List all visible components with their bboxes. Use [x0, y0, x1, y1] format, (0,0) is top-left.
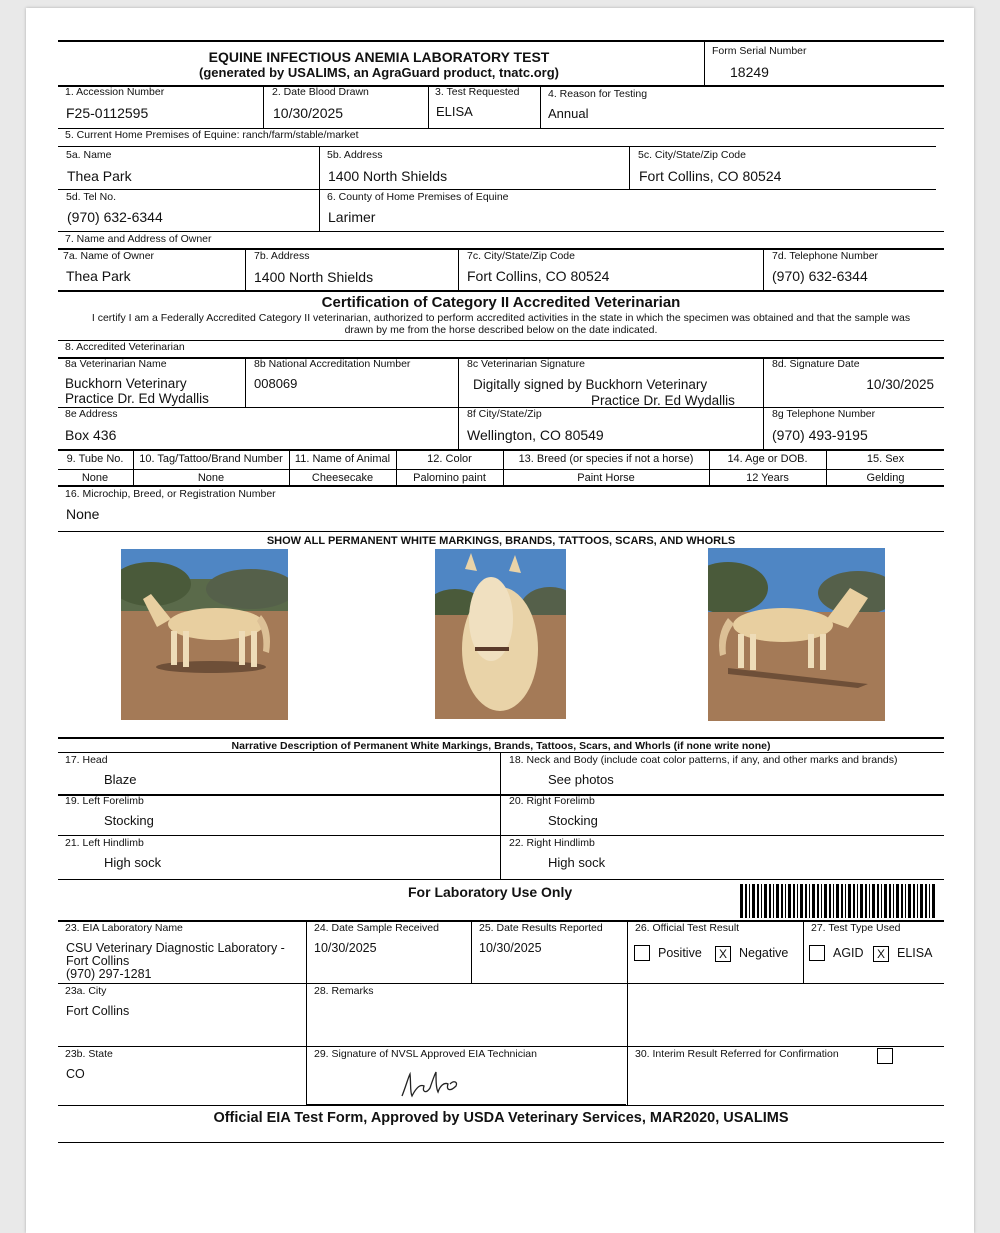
- owner-city-label: 7c. City/State/Zip Code: [467, 250, 575, 262]
- divider: [458, 358, 459, 449]
- date-received-value: 10/30/2025: [314, 941, 377, 955]
- neck-body-label: 18. Neck and Body (include coat color patterns, if any, and other marks and brands): [509, 754, 898, 766]
- premises-city-label: 5c. City/State/Zip Code: [638, 149, 746, 161]
- divider: [704, 41, 705, 85]
- vet-signature-line1: Digitally signed by Buckhorn Veterinary: [473, 377, 708, 392]
- divider: [245, 358, 246, 407]
- divider: [245, 249, 246, 291]
- barcode: [740, 884, 936, 918]
- owner-phone-value: (970) 632-6344: [772, 268, 868, 284]
- divider: [627, 921, 628, 1105]
- owner-address-value: 1400 North Shields: [254, 269, 374, 285]
- left-hindlimb-label: 21. Left Hindlimb: [65, 837, 144, 849]
- rule: [58, 231, 944, 232]
- remarks-label: 28. Remarks: [314, 985, 374, 997]
- divider: [540, 86, 541, 128]
- color-value: Palomino paint: [413, 472, 486, 484]
- premises-name-value: Thea Park: [67, 168, 132, 184]
- elisa-label: ELISA: [897, 946, 933, 960]
- sex-header: 15. Sex: [866, 453, 905, 465]
- sex-value: Gelding: [866, 472, 905, 484]
- divider: [763, 358, 764, 449]
- footer-approval: Official EIA Test Form, Approved by USDA Veterinary Services, MAR2020, USALIMS: [213, 1110, 789, 1126]
- tag-value: None: [197, 472, 225, 484]
- divider: [133, 450, 134, 486]
- certification-text-line1: I certify I am a Federally Accredited Category II veterinarian, authorized to perform accredited activities in the state in which the specimen was obtained and that the sample was: [91, 312, 911, 324]
- right-hindlimb-value: High sock: [548, 855, 606, 870]
- vet-name-line1: Buckhorn Veterinary: [65, 376, 187, 391]
- serial-label: Form Serial Number: [712, 45, 807, 57]
- premises-address-label: 5b. Address: [327, 149, 383, 161]
- horse-front-photo: [435, 549, 566, 719]
- county-label: 6. County of Home Premises of Equine: [327, 191, 509, 203]
- head-label: 17. Head: [65, 754, 108, 766]
- vet-section-label: 8. Accredited Veterinarian: [65, 341, 185, 353]
- vet-city-label: 8f City/State/Zip: [467, 408, 542, 420]
- left-forelimb-value: Stocking: [104, 813, 154, 828]
- divider: [289, 450, 290, 486]
- breed-value: Paint Horse: [577, 472, 635, 484]
- interim-checkbox[interactable]: [877, 1048, 893, 1064]
- certification-title: Certification of Category II Accredited Veterinarian: [321, 294, 681, 311]
- age-header: 14. Age or DOB.: [727, 453, 808, 465]
- reason-value: Annual: [548, 106, 589, 121]
- vet-signature-label: 8c Veterinarian Signature: [467, 358, 585, 370]
- right-forelimb-value: Stocking: [548, 813, 598, 828]
- rule: [58, 449, 944, 451]
- rule: [58, 189, 936, 190]
- horse-right-side-photo: [708, 548, 885, 721]
- serial-value: 18249: [730, 64, 769, 80]
- rule: [58, 1046, 944, 1047]
- age-value: 12 Years: [746, 472, 789, 484]
- vet-phone-value: (970) 493-9195: [772, 427, 868, 443]
- lab-city-value: Fort Collins: [66, 1004, 130, 1018]
- test-type-label: 27. Test Type Used: [811, 922, 901, 934]
- left-forelimb-label: 19. Left Forelimb: [65, 795, 144, 807]
- color-header: 12. Color: [427, 453, 472, 465]
- tag-header: 10. Tag/Tattoo/Brand Number: [139, 453, 283, 465]
- breed-header: 13. Breed (or species if not a horse): [518, 453, 694, 465]
- certification-text-line2: drawn by me from the horse described below on the date indicated.: [344, 324, 658, 336]
- form-subtitle: (generated by USALIMS, an AgraGuard product, tnatc.org): [199, 65, 559, 80]
- divider: [428, 86, 429, 128]
- test-requested-value: ELISA: [436, 104, 473, 119]
- divider: [826, 450, 827, 486]
- rule: [58, 983, 944, 984]
- premises-tel-label: 5d. Tel No.: [66, 191, 117, 203]
- negative-checkbox[interactable]: X: [715, 946, 731, 962]
- premises-city-value: Fort Collins, CO 80524: [639, 168, 782, 184]
- accession-label: 1. Accession Number: [65, 86, 165, 98]
- rule: [58, 290, 944, 292]
- neck-body-value: See photos: [548, 772, 614, 787]
- vet-date-value: 10/30/2025: [866, 377, 934, 392]
- owner-name-value: Thea Park: [66, 268, 131, 284]
- owner-address-label: 7b. Address: [254, 250, 310, 262]
- rule: [58, 794, 944, 796]
- lab-name-line1: CSU Veterinary Diagnostic Laboratory -: [66, 941, 285, 955]
- narrative-heading: Narrative Description of Permanent White Markings, Brands, Tattoos, Scars, and Whorls (if none write none): [231, 740, 771, 752]
- vet-date-label: 8d. Signature Date: [772, 358, 860, 370]
- rule: [58, 1105, 944, 1106]
- rule: [58, 737, 944, 739]
- owner-section-label: 7. Name and Address of Owner: [65, 233, 212, 245]
- vet-address-value: Box 436: [65, 427, 117, 443]
- owner-city-value: Fort Collins, CO 80524: [467, 268, 610, 284]
- owner-name-label: 7a. Name of Owner: [63, 250, 155, 262]
- animal-name-header: 11. Name of Animal: [294, 453, 391, 465]
- date-received-label: 24. Date Sample Received: [314, 922, 439, 934]
- rule: [58, 340, 944, 341]
- agid-checkbox[interactable]: [809, 945, 825, 961]
- technician-signature: [398, 1066, 464, 1102]
- agid-label: AGID: [833, 946, 864, 960]
- interim-label: 30. Interim Result Referred for Confirmation: [635, 1048, 839, 1060]
- top-rule: [58, 40, 944, 42]
- form-title: EQUINE INFECTIOUS ANEMIA LABORATORY TEST: [208, 49, 550, 65]
- lab-city-label: 23a. City: [65, 985, 107, 997]
- county-value: Larimer: [328, 209, 376, 225]
- rule: [58, 485, 944, 487]
- positive-label: Positive: [658, 946, 702, 960]
- negative-label: Negative: [739, 946, 789, 960]
- rule: [58, 531, 944, 532]
- rule: [58, 1142, 944, 1143]
- tube-no-header: 9. Tube No.: [66, 453, 124, 465]
- horse-left-side-photo: [121, 549, 288, 720]
- vet-name-line2: Practice Dr. Ed Wydallis: [65, 391, 209, 406]
- premises-section-label: 5. Current Home Premises of Equine: ranch/farm/stable/market: [65, 129, 359, 141]
- divider: [471, 921, 472, 983]
- divider: [763, 249, 764, 291]
- owner-phone-label: 7d. Telephone Number: [772, 250, 879, 262]
- microchip-value: None: [66, 506, 100, 522]
- rule: [58, 835, 944, 836]
- premises-address-value: 1400 North Shields: [328, 168, 448, 184]
- premises-tel-value: (970) 632-6344: [67, 209, 163, 225]
- date-drawn-label: 2. Date Blood Drawn: [272, 86, 369, 98]
- vet-nan-label: 8b National Accreditation Number: [254, 358, 411, 370]
- rule: [58, 146, 936, 147]
- premises-name-label: 5a. Name: [66, 149, 112, 161]
- vet-address-label: 8e Address: [65, 408, 118, 420]
- rule: [58, 879, 944, 880]
- vet-city-value: Wellington, CO 80549: [467, 427, 604, 443]
- positive-checkbox[interactable]: [634, 945, 650, 961]
- date-reported-label: 25. Date Results Reported: [479, 922, 603, 934]
- date-drawn-value: 10/30/2025: [273, 105, 344, 121]
- divider: [503, 450, 504, 486]
- vet-nan-value: 008069: [254, 376, 298, 391]
- reason-label: 4. Reason for Testing: [548, 88, 648, 100]
- photos-heading: SHOW ALL PERMANENT WHITE MARKINGS, BRANDS, TATTOOS, SCARS, AND WHORLS: [266, 535, 736, 547]
- vet-name-label: 8a Veterinarian Name: [65, 358, 167, 370]
- eia-form-page: [26, 8, 974, 1233]
- right-hindlimb-label: 22. Right Hindlimb: [509, 837, 595, 849]
- divider: [709, 450, 710, 486]
- lab-state-label: 23b. State: [65, 1048, 113, 1060]
- accession-value: F25-0112595: [66, 105, 149, 121]
- divider: [500, 753, 501, 880]
- divider: [306, 921, 307, 1105]
- microchip-label: 16. Microchip, Breed, or Registration Number: [65, 488, 276, 500]
- test-requested-label: 3. Test Requested: [435, 86, 520, 98]
- divider: [396, 450, 397, 486]
- animal-name-value: Cheesecake: [311, 472, 374, 484]
- vet-phone-label: 8g Telephone Number: [772, 408, 876, 420]
- lab-name-line2: Fort Collins: [66, 954, 130, 968]
- rule: [58, 752, 944, 753]
- elisa-checkbox[interactable]: X: [873, 946, 889, 962]
- lab-state-value: CO: [66, 1067, 85, 1081]
- head-value: Blaze: [104, 772, 137, 787]
- divider: [629, 147, 630, 189]
- tube-no-value: None: [81, 472, 109, 484]
- lab-name-line3: (970) 297-1281: [66, 967, 152, 981]
- divider: [458, 249, 459, 291]
- left-hindlimb-value: High sock: [104, 855, 162, 870]
- test-result-label: 26. Official Test Result: [635, 922, 740, 934]
- technician-signature-label: 29. Signature of NVSL Approved EIA Technician: [314, 1048, 537, 1060]
- rule: [58, 469, 944, 470]
- lab-name-label: 23. EIA Laboratory Name: [65, 922, 183, 934]
- date-reported-value: 10/30/2025: [479, 941, 542, 955]
- divider: [803, 921, 804, 983]
- divider: [263, 86, 264, 128]
- lab-use-heading: For Laboratory Use Only: [408, 884, 573, 900]
- vet-signature-line2: Practice Dr. Ed Wydallis: [591, 393, 735, 408]
- right-forelimb-label: 20. Right Forelimb: [509, 795, 595, 807]
